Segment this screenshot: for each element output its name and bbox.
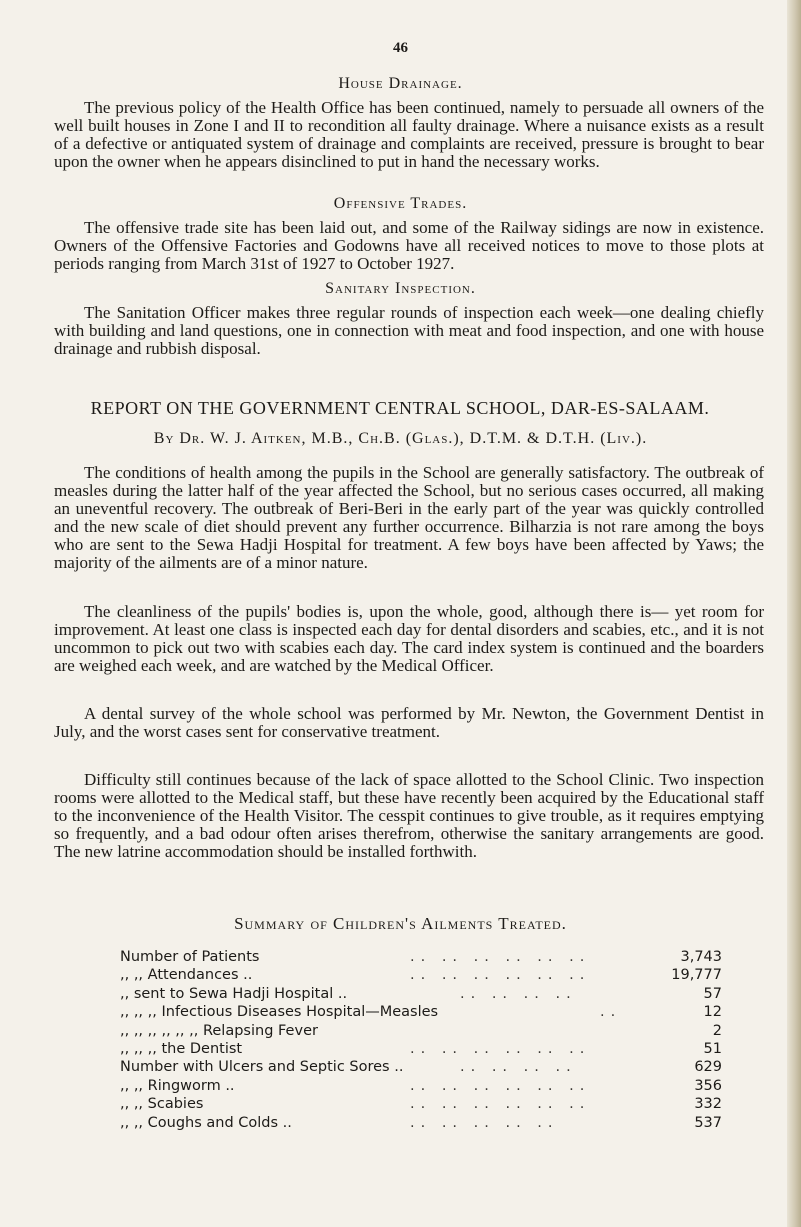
row-label: Number of Patients [120,949,260,965]
leader-dots: .. .. .. .. [460,985,577,1002]
paragraph-house-drainage: The previous policy of the Health Office has been continued, namely to persuade all owners of the well built houses in Zone I and II to recondition all faulty drainage. Where a nuisance exists as a result of a defective or antiquated system of drainage and complaints are received, pressure is brought to bear upon the owner when he appears disinclined to put in hand the necessary works. [54,98,764,171]
table-row [120,966,740,984]
row-label: ,, ,, Attendances .. [120,967,253,984]
table-row [120,1040,740,1058]
table-row [120,1114,740,1132]
leader-dots: .. .. .. .. .. [410,1114,559,1131]
row-label: ,, ,, ,, the Dentist [120,1040,243,1057]
heading-sanitary-inspection: Sanitary Inspection. [325,280,476,297]
leader-dots: .. .. .. .. .. .. [410,1077,591,1094]
summary-title: Summary of Children's Ailments Treated. [234,914,567,933]
row-label: ,, ,, Coughs and Colds .. [120,1114,292,1131]
heading-offensive-trades: Offensive Trades. [333,195,468,212]
leader-dots: .. [600,1004,622,1021]
row-value: 356 [694,1077,722,1094]
table-row [120,1058,740,1076]
leader-dots: .. .. .. .. .. .. [410,967,591,984]
report-byline: By Dr. W. J. Aitken, M.B., Ch.B. (Glas.), D.T.M. & D.T.H. (Liv.). [153,430,648,447]
row-value: 2 [712,1022,722,1039]
row-value: 19,777 [671,967,722,984]
report-paragraph-3: A dental survey of the whole school was performed by Mr. Newton, the Government Dentist in July, and the worst cases sent for conservative treatment. [54,704,764,741]
heading-house-drainage: House Drainage. [338,75,463,92]
row-label: ,, ,, Scabies [120,1096,204,1113]
row-label: ,, ,, ,, ,, ,, ,, Relapsing Fever [120,1022,318,1039]
summary-table [120,948,740,1132]
page-edge [787,0,801,1227]
row-label: ,, sent to Sewa Hadji Hospital .. [120,985,348,1002]
paragraph-sanitary-inspection: The Sanitation Officer makes three regular rounds of inspection each week—one dealing chiefly with building and land questions, one in connection with meat and food inspection, and one with house drainage and rubbish disposal. [54,303,764,358]
report-title: REPORT ON THE GOVERNMENT CENTRAL SCHOOL, DAR-ES-SALAAM. [90,398,710,418]
table-row [120,985,740,1003]
paragraph-offensive-trades: The offensive trade site has been laid out, and some of the Railway sidings are now in existence. Owners of the Offensive Factories and Godowns have all received notices to move to those plots at periods ranging from March 31st of 1927 to October 1927. [54,218,764,273]
report-paragraph-1: The conditions of health among the pupils in the School are generally satisfactory. The outbreak of measles during the latter half of the year affected the School, but no serious cases occurred, all making an uneventful recovery. The outbreak of Beri-Beri in the early part of the year was quickly controlled and the new scale of diet should prevent any further occurrence. Bilharzia is not rare among the boys who are sent to the Sewa Hadji Hospital for treatment. A few boys have been affected by Yaws; the majority of the ailments are of a minor nature. [54,463,764,572]
row-label: ,, ,, ,, Infectious Diseases Hospital—Measles [120,1004,439,1021]
table-row [120,1022,740,1040]
table-row [120,1077,740,1095]
row-value: 537 [694,1114,722,1131]
row-value: 332 [694,1096,722,1113]
row-value: 57 [703,985,722,1002]
leader-dots: .. .. .. .. [460,1059,577,1076]
row-value: 3,743 [680,949,722,965]
row-label: ,, ,, Ringworm .. [120,1077,235,1094]
table-row [120,1003,740,1021]
table-row [120,948,740,966]
leader-dots: .. .. .. .. .. .. [410,949,591,965]
report-paragraph-2: The cleanliness of the pupils' bodies is, upon the whole, good, although there is— yet room for improvement. At least one class is inspected each day for dental disorders and scabies, etc., and it is not uncommon to pick out two with scabies each day. The card index system is continued and the boarders are weighed each week, and are watched by the Medical Officer. [54,602,764,675]
row-value: 629 [694,1059,722,1076]
page-number: 46 [393,40,408,56]
row-value: 12 [703,1004,722,1021]
row-label: Number with Ulcers and Septic Sores .. [120,1059,404,1076]
leader-dots: .. .. .. .. .. .. [410,1040,591,1057]
report-paragraph-4: Difficulty still continues because of the lack of space allotted to the School Clinic. Two inspection rooms were allotted to the Medical staff, but these have recently been acquired by the Educational staff to the inconvenience of the Health Visitor. The cesspit continues to give trouble, as it requires emptying so frequently, and a bad odour often arises therefrom, otherwise the sanitary arrangements are good. The new latrine accommodation should be installed forthwith. [54,770,764,861]
table-row [120,1095,740,1113]
row-value: 51 [703,1040,722,1057]
leader-dots: .. .. .. .. .. .. [410,1096,591,1113]
